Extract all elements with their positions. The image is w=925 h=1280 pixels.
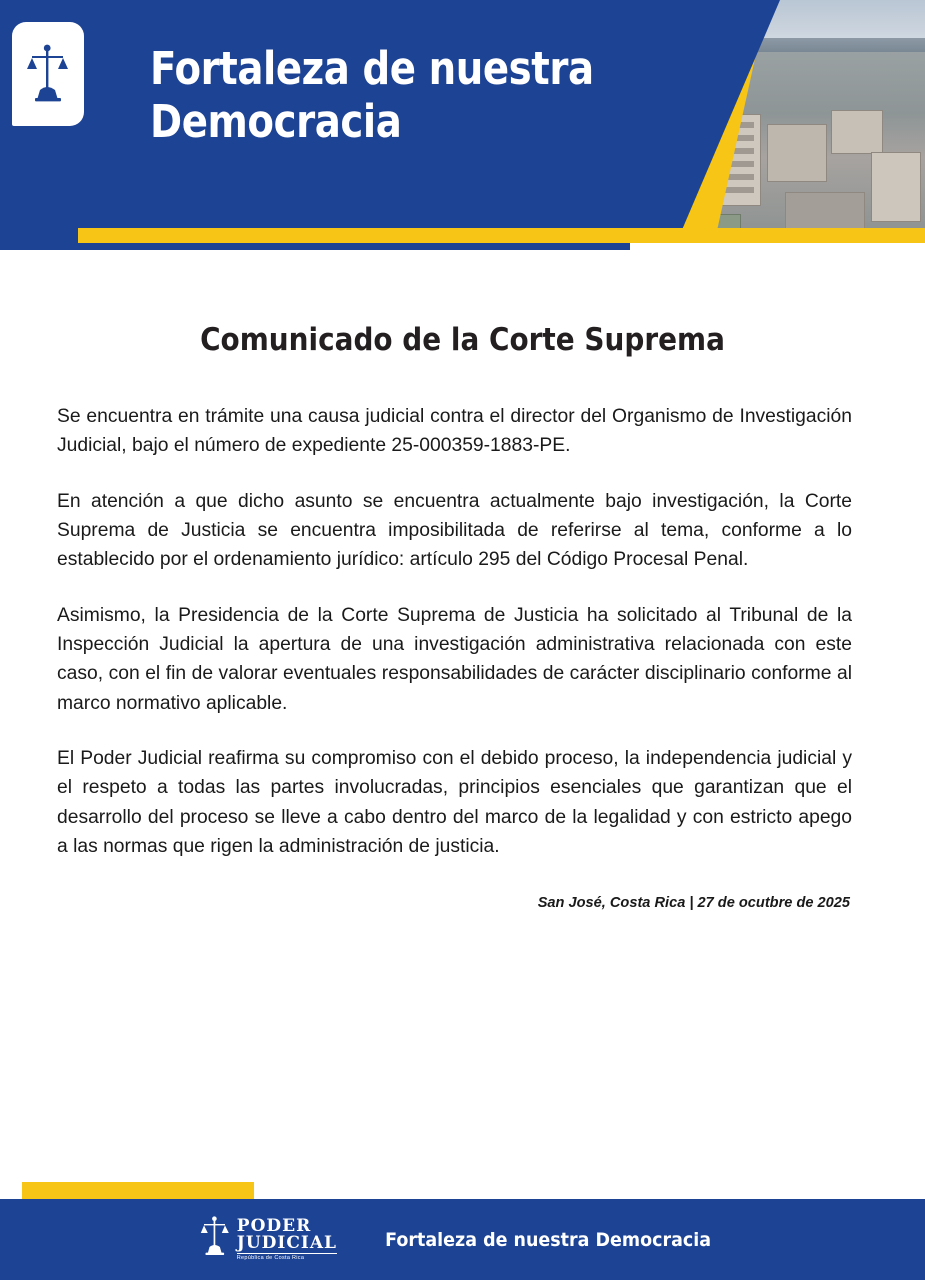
footer-logo-divider xyxy=(237,1253,337,1254)
accent-bar-white-right xyxy=(630,243,925,250)
header-title xyxy=(150,42,597,148)
document-paragraph: Se encuentra en trámite una causa judicial contra el director del Organismo de Investigación Judicial, bajo el número de expediente 25-000359-1883-PE. xyxy=(57,406,852,457)
document-signature: San José, Costa Rica | 27 de ocutbre de 2025 xyxy=(537,895,850,912)
footer-logo xyxy=(200,1215,337,1264)
document-paragraph: En atención a que dicho asunto se encuentra actualmente bajo investigación, la Corte Suprema de Justicia se encuentra imposibilitada de referirse al tema, conforme a lo establecido por el ordenamiento jurídico: artículo 295 del Código Procesal Penal. xyxy=(57,490,852,571)
photo-building xyxy=(785,192,865,228)
photo-building xyxy=(871,152,921,222)
document-title: Comunicado de la Corte Suprema xyxy=(200,322,725,358)
accent-bar-yellow xyxy=(78,228,925,243)
page-footer xyxy=(0,1182,925,1280)
accent-bar-blue-mid xyxy=(78,243,630,250)
page-header xyxy=(0,0,925,228)
footer-logo-line2: JUDICIAL xyxy=(236,1232,337,1253)
document-paragraph: El Poder Judicial reafirma su compromiso con el debido proceso, la independencia judicial y el respeto a todas las partes involucradas, principios esenciales que garantizan que el desarrollo del proceso se lleve a cabo dentro del marco de la legalidad y con estricto apego a las normas que rigen la administración de justicia. xyxy=(57,747,852,857)
footer-slogan: Fortaleza de nuestra Democracia xyxy=(385,1228,712,1251)
photo-building xyxy=(767,124,827,182)
footer-logo-line1: PODER xyxy=(236,1215,312,1236)
institution-logo-card xyxy=(12,22,84,126)
header-title-line2: Democracia xyxy=(150,95,402,149)
header-accent-bar xyxy=(0,228,925,250)
header-title-line1: Fortaleza de nuestra xyxy=(150,42,594,95)
photo-building xyxy=(831,110,883,154)
accent-bar-blue-left xyxy=(0,228,78,250)
footer-logo-line3: República de Costa Rica xyxy=(236,1255,305,1261)
footer-yellow-bar xyxy=(22,1182,254,1199)
poder-judicial-emblem-icon xyxy=(200,1215,230,1264)
document-paragraph: Asimismo, la Presidencia de la Corte Suprema de Justicia ha solicitado al Tribunal de la Inspección Judicial la apertura de una investigación administrativa relacionada con este caso, con el fin de valorar eventuales responsabilidades de carácter disciplinario conforme al marco normativo aplicable. xyxy=(57,604,852,714)
document-body xyxy=(57,402,852,861)
